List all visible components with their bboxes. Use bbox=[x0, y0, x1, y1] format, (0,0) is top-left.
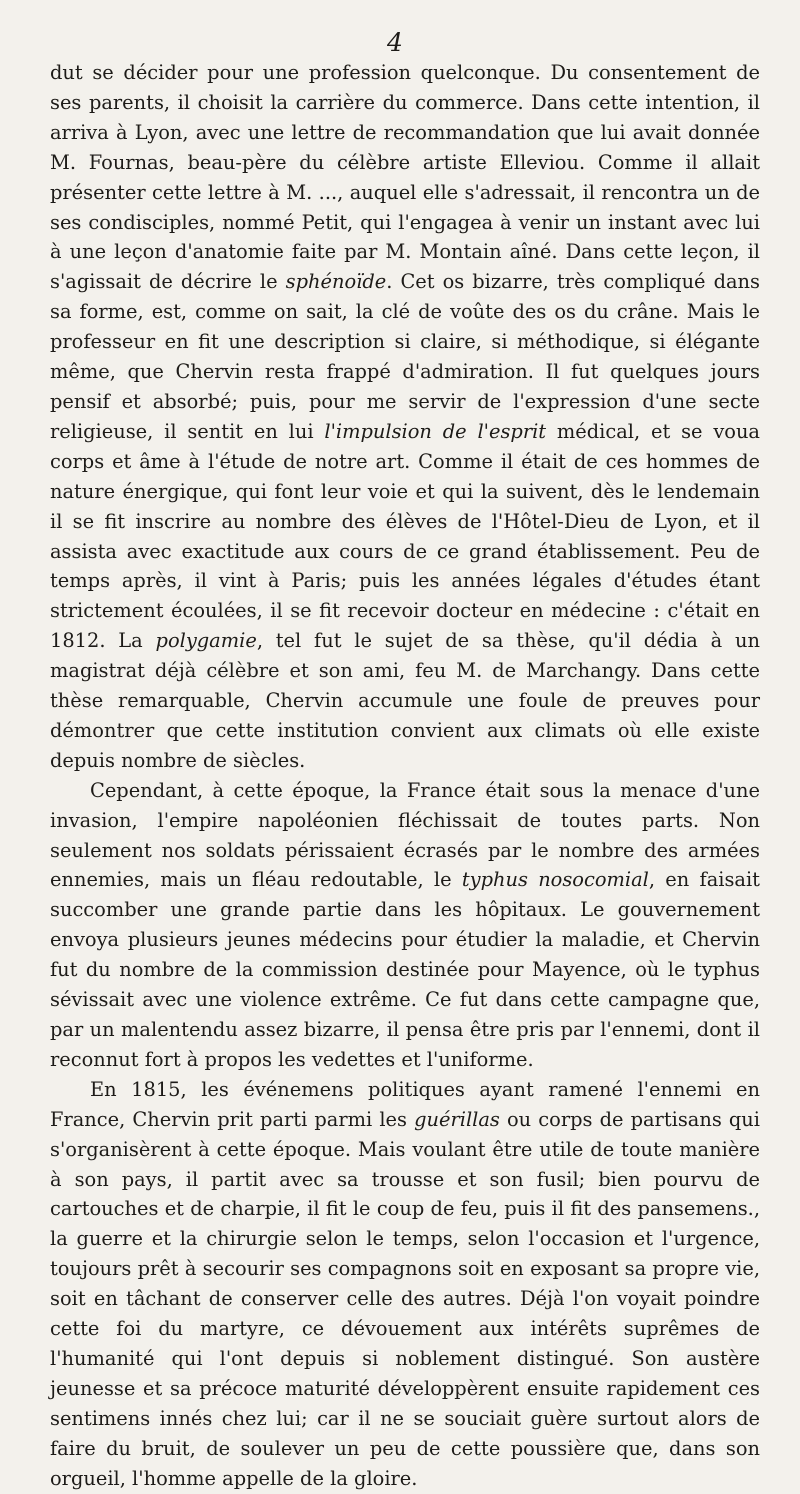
text-run: , tel fut le sujet de sa thèse, qu'il dédia à un magistrat déjà célèbre et son ami, feu M. de Marchangy. Dans cette thèse remarquable, Chervin accumule une foule de preuves pour démontrer que cette institution convient aux climats où elle existe depuis nombre de siècles. bbox=[50, 629, 760, 772]
italic-term: l'impulsion de l'esprit bbox=[324, 419, 547, 443]
italic-term: typhus nosocomial bbox=[461, 868, 649, 892]
paragraph-1 bbox=[50, 58, 760, 776]
paragraph-2 bbox=[50, 776, 760, 1075]
italic-term: sphénoïde bbox=[285, 270, 387, 294]
italic-term: guérillas bbox=[414, 1107, 500, 1131]
text-run: Cependant, à cette époque, la France était sous la menace d'une invasion, l'empire napoléonien fléchissait de toutes parts. Non seulement nos soldats périssaient écrasés par le nombre des armées ennemies, mais un fléau redoutable, le bbox=[50, 778, 760, 892]
paragraph-3 bbox=[50, 1075, 760, 1494]
text-run: dut se décider pour une profession quelconque. Du consentement de ses parents, il choisit la carrière du commerce. Dans cette intention, il arriva à Lyon, avec une lettre de recommandation que lui avait donnée M. Fournas, beau-père du célèbre artiste Elleviou. Comme il allait présenter cette lettre à M. ..., auquel elle s'adressait, il rencontra un de ses condisciples, nommé Petit, qui l'engagea à venir un instant avec lui à une leçon d'anatomie faite par M. Montain aîné. Dans cette leçon, il s'agissait de décrire le bbox=[50, 61, 760, 294]
page-number: 4 bbox=[387, 28, 403, 57]
text-run: ou corps de partisans qui s'organisèrent à cette époque. Mais voulant être utile de toute manière à son pays, il partit avec sa trousse et son fusil; bien pourvu de cartouches et de charpie, il fit le coup de feu, puis il fit des pansemens., la guerre et la chirurgie selon le temps, selon l'occasion et l'urgence, toujours prêt à secourir ses compagnons soit en exposant sa propre vie, soit en tâchant de conserver celle des autres. Déjà l'on voyait poindre cette foi du martyre, ce dévouement aux intérêts suprêmes de l'humanité qui l'ont depuis si noblement distingué. Son austère jeunesse et sa précoce maturité développèrent ensuite rapidement ces sentimens innés chez lui; car il ne se souciait guère surtout alors de faire du bruit, de soulever un peu de cette poussière que, dans son orgueil, l'homme appelle de la gloire. bbox=[50, 1107, 761, 1490]
italic-term: polygamie bbox=[155, 629, 257, 653]
text-run: médical, et se voua corps et âme à l'étude de notre art. Comme il était de ces hommes de nature énergique, qui font leur voie et qui la suivent, dès le lendemain il se fit inscrire au nombre des élèves de l'Hôtel-Dieu de Lyon, et il assista avec exactitude aux cours de ce grand établissement. Peu de temps après, il vint à Paris; puis les années légales d'études étant strictement écoulées, il se fit recevoir docteur en médecine : c'était en 1812. La bbox=[50, 419, 760, 653]
text-run: En 1815, les événemens politiques ayant ramené l'ennemi en France, Chervin prit parti parmi les bbox=[50, 1077, 760, 1131]
text-run: , en faisait succomber une grande partie dans les hôpitaux. Le gouvernement envoya plusieurs jeunes médecins pour étudier la maladie, et Chervin fut du nombre de la commission destinée pour Mayence, où le typhus sévissait avec une violence extrême. Ce fut dans cette campagne que, par un malentendu assez bizarre, il pensa être pris par l'ennemi, dont il reconnut fort à propos les vedettes et l'uniforme. bbox=[50, 868, 760, 1071]
text-run: . Cet os bizarre, très compliqué dans sa forme, est, comme on sait, la clé de voûte des os du crâne. Mais le professeur en fit une description si claire, si méthodique, si élégante même, que Chervin resta frappé d'admiration. Il fut quelques jours pensif et absorbé; puis, pour me servir de l'expression d'une secte religieuse, il sentit en lui bbox=[50, 270, 760, 443]
